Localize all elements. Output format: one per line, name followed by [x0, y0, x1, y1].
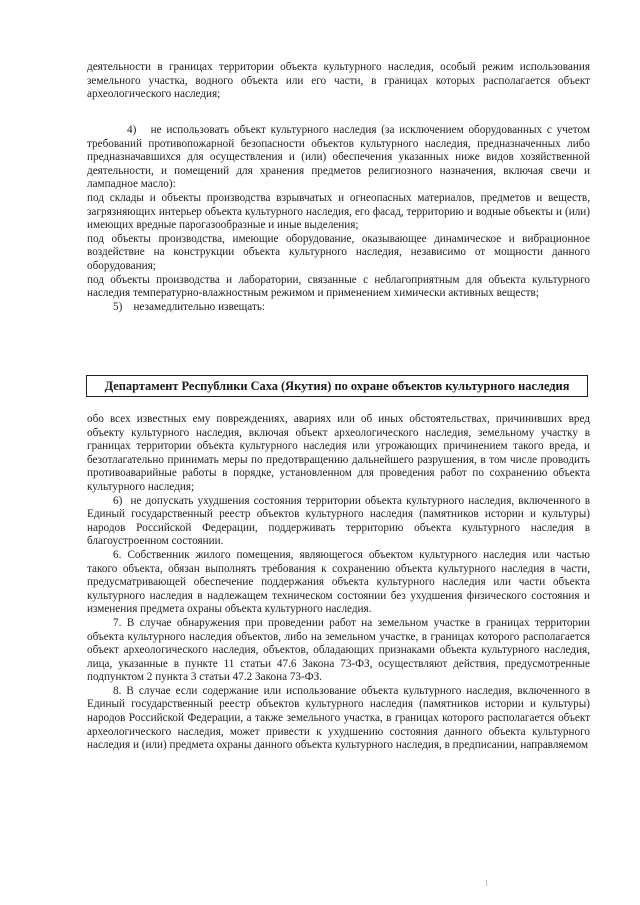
- item-4-text: не использовать объект культурного наследия (за исключением оборудованных с учетом требований противопожарной безопасности объектов культурного наследия, предназначенных либо предназначавшихся для осуществления и (или) обеспечения указанных ниже видов хозяйственной деятельности, и помещений для хранения предметов религиозного назначения, включая свечи и лампадное масло):: [87, 124, 591, 191]
- item-4-sub-1: под склады и объекты производства взрывчатых и огнеопасных материалов, предметов и веществ, загрязняющих интерьер объекта культурного наследия, его фасад, территорию и водные объекты и (или) имеющих вредные парогазообразные и иные выделения;: [87, 191, 590, 232]
- scan-mark: [486, 880, 487, 886]
- item-6-text: не допускать ухудшения состояния территории объекта культурного наследия, включенного в Единый государственный реестр объектов культурного наследия (памятников истории и культуры) народов Российской Федерации, поддерживать территорию объекта культурного наследия в благоустроенном состоянии.: [87, 494, 590, 548]
- text-block-bottom: [87, 413, 590, 753]
- item-5-continuation: обо всех известных ему повреждениях, авариях или об иных обстоятельствах, причинивших вред объекту культурного наследия, включая объект археологического наследия, земельному участку в границах территории объекта культурного наследия или угрожающих причинением такого вреда, и безотлагательно принимать меры по предотвращению дальнейшего разрушения, в том числе проводить противоаварийные работы в порядке, установленном для проведения работ по сохранению объекта культурного наследия;: [87, 413, 590, 493]
- top-paragraph: деятельности в границах территории объекта культурного наследия, особый режим использования земельного участка, водного объекта или его части, в границах которых располагается объект археологического наследия;: [87, 61, 590, 101]
- item-6-paragraph: [87, 495, 590, 549]
- item-4-paragraph: [87, 124, 590, 192]
- item-5-text: незамедлительно извещать:: [133, 300, 266, 313]
- item-4-sub-2: под объекты производства, имеющие оборудование, оказывающее динамическое и вибрационное воздействие на конструкции объекта культурного наследия, независимо от мощности данного оборудования;: [87, 232, 590, 272]
- text-block-middle: [87, 124, 590, 314]
- item-4-number: 4): [127, 124, 137, 136]
- paragraph-8: 8. В случае если содержание или использование объекта культурного наследия, включенного в Единый государственный реестр объектов культурного наследия (памятников истории и культуры) народов Российской Федерации, а также земельного участка, в границах которого располагается объект археологического наследия, может привести к ухудшению состояния данного объекта культурного наследия и (или) предмета охраны данного объекта культурного наследия, в предписании, направляемом: [87, 684, 590, 752]
- item-5-paragraph: [87, 301, 590, 315]
- item-6-number: 6): [113, 494, 123, 507]
- department-stamp-text: Департамент Республики Саха (Якутия) по охране объектов культурного наследия: [104, 378, 570, 393]
- item-4-sub-3: под объекты производства и лаборатории, связанные с неблагоприятным для объекта культурного наследия температурно-влажностным режимом и применением химически активных веществ;: [87, 273, 590, 300]
- text-block-top: [87, 61, 590, 102]
- paragraph-7: 7. В случае обнаружения при проведении работ на земельном участке в границах территории объекта культурного наследия объектов, либо на земельном участке, в границах которого располагается объект археологического наследия, объектов, обладающих признаками объекта культурного наследия, лица, указанные в пункте 11 статьи 47.6 Закона 73-ФЗ, осуществляют действия, предусмотренные подпунктом 2 пункта 3 статьи 47.2 Закона 73-ФЗ.: [87, 616, 590, 684]
- item-5-number: 5): [113, 300, 123, 313]
- department-stamp: [86, 375, 588, 397]
- paragraph-6: 6. Собственник жилого помещения, являющегося объектом культурного наследия или частью такого объекта, обязан выполнять требования к сохранению объекта культурного наследия в части, предусматривающей обеспечение поддержания объекта культурного наследия или части объекта культурного наследия в надлежащем техническом состоянии без ухудшения физического состояния и изменения предмета охраны объекта культурного наследия.: [87, 548, 590, 616]
